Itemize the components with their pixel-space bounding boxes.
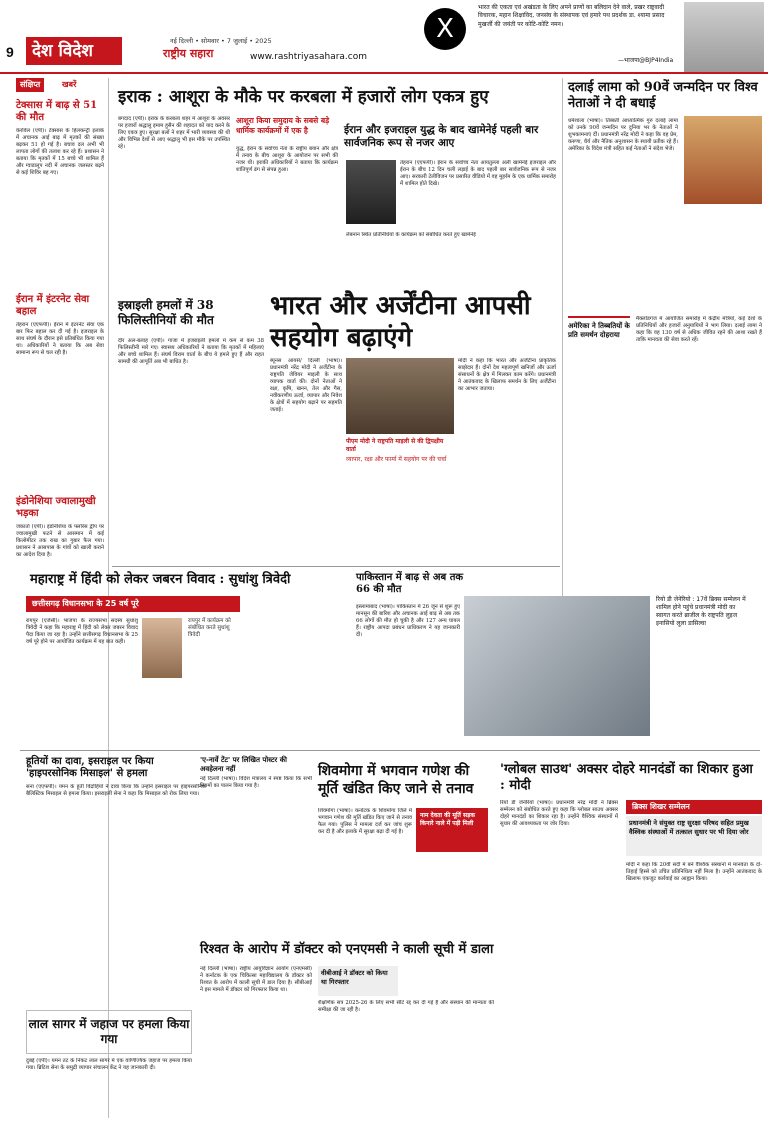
red-sea-body: दुबई (एपी)। यमन तट के निकट लाल सागर में एक वाणिज्यिक जहाज पर हमला किया गया। ब्रिटिश सेना के समुद्री व्यापार संचालन केंद्र ने यह जानकारी दी। xyxy=(26,1058,192,1071)
brief-2-title: ईरान में इंटरनेट सेवा बहाल xyxy=(16,294,90,317)
divider-lower xyxy=(20,750,760,751)
shimoga-body: शिवमोगा (भाषा)। कर्नाटक के शिवमोगा जिले में भगवान गणेश की मूर्ति खंडित किए जाने से तनाव फैल गया। पुलिस ने मामला दर्ज कर जांच शुरू कर दी है और इलाके में सुरक्षा बढ़ा दी गई है। xyxy=(318,808,412,835)
dalai-body: धर्मशाला (भाषा)। तिब्बती आध्यात्मिक गुरु दलाई लामा को उनके 90वें जन्मदिन पर दुनिया भर के नेताओं ने शुभकामनाएं दीं। प्रधानमंत्री नरेंद्र मोदी ने कहा कि वह प्रेम, करुणा, धैर्य और नैतिक अनुशासन के स्थायी प्रतीक रहे हैं। अमेरिका के विदेश मंत्री सहित कई नेताओं ने संदेश भेजे। xyxy=(568,118,678,152)
dalai-body-2: मैक्लोडगंज में आयोजित समारोह में केंद्रीय मंत्रियों, कई देशों के प्रतिनिधियों और हजारों अनुयायियों ने भाग लिया। दलाई लामा ने कहा कि वह 130 वर्ष से अधिक जीवित रहने की आशा रखते हैं ताकि मानवता की सेवा करते रहें। xyxy=(636,316,762,343)
trivedi-caption: रायपुर में कार्यक्रम को संबोधित करते सुधांशु त्रिवेदी xyxy=(188,618,231,638)
red-sea-headline: लाल सागर में जहाज पर हमला किया गया xyxy=(28,1017,190,1046)
iran-headline: ईरान और इजराइल युद्ध के बाद खामेनेई पहली बार सार्वजनिक रूप से नजर आए xyxy=(344,124,539,149)
houthi-sub-body: नई दिल्ली (भाषा)। विदेश मंत्रालय ने स्पष्ट किया कि सभी नियमों का पालन किया गया है। xyxy=(200,776,312,789)
gaza-headline: इस्राइली हमलों में 38 फिलिस्तीनियों की मौत xyxy=(118,298,214,327)
nmc-box xyxy=(318,966,398,996)
briefs-header-label2: खबरें xyxy=(62,80,77,89)
iran-body: तेहरान (एएफपी)। ईरान के सर्वोच्च नेता आयतुल्ला अली खामेनेई इजराइल और ईरान के बीच 12 दिन चली लड़ाई के बाद पहली बार सार्वजनिक रूप से नजर आए। सरकारी टेलीविजन पर प्रसारित वीडियो में वह मुहर्रम के एक धार्मिक समारोह में शामिल होते दिखे। xyxy=(400,160,556,187)
argentina-body: ब्यूनस आयर्स/ दिल्ली (भाषा)। प्रधानमंत्री नरेंद्र मोदी ने अर्जेंटीना के राष्ट्रपति जेवियर माइली के साथ व्यापक वार्ता की। दोनों नेताओं ने रक्षा, कृषि, खनन, तेल और गैस, नवीकरणीय ऊर्जा, व्यापार और निवेश के क्षेत्रों में सहयोग बढ़ाने पर सहमति जताई। xyxy=(270,358,342,413)
briefs-header-label: संक्षिप्त xyxy=(16,78,44,92)
shimoga-box xyxy=(416,808,488,852)
nmc-headline: रिश्वत के आरोप में डॉक्टर को एनएमसी ने काली सूची में डाला xyxy=(200,942,494,957)
houthi-headline: हूतियों का दावा, इसराइल पर किया 'हाइपरसोनिक मिसाइल' से हमला xyxy=(26,756,154,779)
brics-sidebar-body: मोदी ने कहा कि 20वीं सदी में बने वैश्विक संस्थानों में मानवता के दो-तिहाई हिस्से को उचित प्रतिनिधित्व नहीं मिला है। उन्होंने आतंकवाद के खिलाफ एकजुट कार्रवाई का आह्वान किया। xyxy=(626,862,762,882)
top-quote: भारत की एकता एवं अखंडता के लिए अपने प्राणों का बलिदान देने वाले, प्रखर राष्ट्रवादी विचारक, महान शिक्षाविद, जनसंघ के संस्थापक एवं हमारे पथ प्रदर्शक डा. श्यामा प्रसाद मुखर्जी की जयंती पर कोटि-कोटि नमन। xyxy=(478,4,665,28)
brics-caption: रियो डी जेनेरियो : 17वें ब्रिक्स सम्मेलन में शामिल होने पहुंचे प्रधानमंत्री मोदी का स्वागत करते ब्राजील के राष्ट्रपति लुइज इनासियो लूला डासिल्वा xyxy=(656,596,746,627)
col-rule-right xyxy=(562,78,563,618)
global-south-headline: 'ग्लोबल साउथ' अक्सर दोहरे मानदंडों का शिकार हुआ : मोदी xyxy=(500,762,753,793)
nmc-box-text: वीबीआई ने डॉक्टर को किया था गिरफ्तार xyxy=(321,969,388,986)
houthi-subheadline: 'ए-नार्वे टेंट' पर लिखित पोस्टर की अवहेलना नहीं xyxy=(200,756,287,773)
chhattisgarh-subhead: छत्तीसगढ़ विधानसभा के 25 वर्ष पूरे xyxy=(26,596,240,612)
red-sea-box xyxy=(26,1010,192,1054)
hindi-body: रायपुर (एजेंसी)। भाजपा के राज्यसभा सदस्य सुधांशु त्रिवेदी ने कहा कि महाराष्ट्र में हिंदी को लेकर जबरन विवाद पैदा किया जा रहा है। उन्होंने छत्तीसगढ़ विधानसभा के 25 वर्ष पूरे होने पर आयोजित कार्यक्रम में यह बात कही। xyxy=(26,618,138,645)
dalai-photo xyxy=(684,116,762,204)
dalai-headline: दलाई लामा को 90वें जन्मदिन पर विश्व नेताओं ने दी बधाई xyxy=(568,80,758,111)
dalai-sidebar xyxy=(568,316,630,366)
iran-caption: लेबनान स्थित प्रतिनिधियों के कार्यक्रम को संबोधित करते हुए खामेनेई xyxy=(346,232,476,238)
nmc-body-2: शैक्षणिक सत्र 2025-26 के लिए सभी सीटें रद्द कर दी गई हैं और संस्थान की मान्यता की समीक्षा की जा रही है। xyxy=(318,1000,494,1013)
brief-3-title: इंडोनेशिया ज्वालामुखी भड़का xyxy=(16,496,96,519)
pakistan-headline: पाकिस्तान में बाढ़ से अब तक 66 की मौत xyxy=(356,572,464,595)
global-south-body: रियो डी जेनेरियो (भाषा)। प्रधानमंत्री नरेंद्र मोदी ने ब्रिक्स सम्मेलन को संबोधित करते हुए कहा कि ग्लोबल साउथ अक्सर दोहरे मानदंडों का शिकार रहा है। उन्होंने वैश्विक संस्थानों में सुधार की आवश्यकता पर जोर दिया। xyxy=(500,800,618,827)
website-url[interactable]: www.rashtriyasahara.com xyxy=(250,52,368,62)
argentina-caption-2: व्यापार, रक्षा और फार्मा में सहयोग पर की चर्चा xyxy=(346,456,447,463)
trivedi-photo xyxy=(142,618,182,678)
brief-3-body: जकार्ता (एपी)। इंडोनेशिया के फ्लोरेस द्वीप पर ज्वालामुखी फटने से आसमान में कई किलोमीटर तक राख का गुबार फैल गया। प्रशासन ने आसपास के गांवों को खाली कराने का आदेश दिया है। xyxy=(16,524,104,558)
brief-2-body: तेहरान (एएफपी)। ईरान में इंटरनेट सेवा एक बार फिर बहाल कर दी गई है। इजराइल के साथ संघर्ष के दौरान इसे प्रतिबंधित किया गया था। अधिकारियों ने बताया कि अब सेवा सामान्य रूप से चल रही है। xyxy=(16,322,104,356)
quote-handle: —भाजपा@BJP4India xyxy=(618,57,674,64)
brief-1-body: केरविल (एपी)। टेक्सास के हिलकन्ट्री इलाके में अचानक आई बाढ़ में मृतकों की संख्या बढ़कर 51 हो गई है। बचाव दल अभी भी लापता लोगों की तलाश कर रहे हैं। प्रशासन ने बताया कि मृतकों में 15 बच्चे भी शामिल हैं और ग्वाडालूप नदी में अचानक जलस्तर बढ़ने से कई शिविर बह गए। xyxy=(16,128,104,176)
pakistan-body: इस्लामाबाद (भाषा)। पाकिस्तान में 26 जून से शुरू हुए मानसून की बारिश और अचानक आई बाढ़ से अब तक 66 लोगों की मौत हो चुकी है और 127 अन्य घायल हैं। राष्ट्रीय आपदा प्रबंधन प्राधिकरण ने यह जानकारी दी। xyxy=(356,604,460,638)
brics-sidebar-title: ब्रिक्स शिखर सम्मेलन xyxy=(626,800,762,814)
dalai-sidebar-text: अमेरिका ने तिब्बतियों के प्रति समर्थन दोहराया xyxy=(568,322,630,339)
argentina-headline: भारत और अर्जेंटीना आपसी सहयोग बढ़ाएंगे xyxy=(270,291,531,353)
shimoga-headline: शिवमोगा में भगवान गणेश की मूर्ति खंडित किए जाने से तनाव xyxy=(318,763,474,797)
argentina-caption: पीएम मोदी ने राष्ट्रपति माइली से की द्विपक्षीय वार्ता xyxy=(346,438,444,453)
iraq-body-2: युद्ध, ईरान के सर्वोच्च नेता के राष्ट्रीय बयान और क्षेत्र में तनाव के बीच आशूरा के आयोजन पर सभी की नजर थी। इराकी अधिकारियों ने बताया कि कार्यक्रम शांतिपूर्ण ढंग से संपन्न हुआ। xyxy=(236,146,338,173)
argentina-meeting-photo xyxy=(346,358,454,434)
brics-sidebar xyxy=(626,816,762,856)
gaza-body: दीर अल-बलाह (एपी)। गाजा में इजराइली हमलों में कम से कम 38 फिलिस्तीनी मारे गए। स्वास्थ्य अधिकारियों ने बताया कि मृतकों में महिलाएं और बच्चे शामिल हैं। संघर्ष विराम वार्ता के बीच ये हमले हुए हैं और राहत सामग्री की आपूर्ति अब भी बाधित है। xyxy=(118,338,264,365)
section-title: देश विदेश xyxy=(26,37,122,65)
x-logo-icon: X xyxy=(424,8,466,50)
masthead-divider xyxy=(0,72,768,74)
divider-mid xyxy=(112,566,560,567)
iraq-headline: इराक : आशूरा के मौके पर करबला में हजारों लोग एकत्र हुए xyxy=(118,87,489,107)
paper-logo: राष्ट्रीय सहारा xyxy=(163,47,214,60)
portrait-photo xyxy=(684,2,764,72)
page-number: 9 xyxy=(6,44,14,60)
date-line: नई दिल्ली • सोमवार • 7 जुलाई • 2025 xyxy=(170,37,272,45)
houthi-body: सना (एएफपी)। यमन के हूती विद्रोहियों ने दावा किया कि उन्होंने इसराइल पर हाइपरसोनिक बैलिस्टिक मिसाइल से हमला किया। इसराइली सेना ने कहा कि मिसाइल को रोक लिया गया। xyxy=(26,784,206,797)
brief-1-title: टेक्सास में बाढ़ से 51 की मौत xyxy=(16,100,98,123)
shimoga-box-text: नाम देवता की मूर्ति सड़क किनारे नाले में पड़ी मिली xyxy=(420,812,475,827)
iraq-body: बगदाद (एपी)। इराक के करबला शहर में आशूरा के अवसर पर हजारों श्रद्धालु इमाम हुसैन की शहादत को याद करने के लिए एकत्र हुए। सुरक्षा बलों ने शहर में भारी व्यवस्था की थी और विभिन्न देशों से आए श्रद्धालु भी इस मौके पर उपस्थित रहे। xyxy=(118,116,230,150)
brics-sidebar-subhead: प्रधानमंत्री ने संयुक्त राष्ट्र सुरक्षा परिषद सहित प्रमुख वैश्विक संस्थाओं में तत्काल सुधार पर भी दिया जोर xyxy=(629,819,749,836)
briefs-header xyxy=(16,78,104,92)
masthead xyxy=(0,0,768,72)
brics-handshake-photo xyxy=(464,596,650,736)
iraq-pull-quote: आशूरा किया समुदाय के सबसे बड़े धार्मिक कार्यक्रमों में एक है xyxy=(236,116,330,135)
argentina-body-2: मोदी ने कहा कि भारत और अर्जेंटीना प्राकृतिक साझेदार हैं। दोनों देश महत्वपूर्ण खनिजों और ऊर्जा संसाधनों के क्षेत्र में मिलकर काम करेंगे। प्रधानमंत्री ने आतंकवाद के खिलाफ समर्थन के लिए अर्जेंटीना का आभार जताया। xyxy=(458,358,556,392)
hindi-headline: महाराष्ट्र में हिंदी को लेकर जबरन विवाद : सुधांशु त्रिवेदी xyxy=(30,572,291,587)
khamenei-photo xyxy=(346,160,396,224)
nmc-body: नई दिल्ली (भाषा)। राष्ट्रीय आयुर्विज्ञान आयोग (एनएमसी) ने कर्नाटक के एक चिकित्सा महाविद्यालय के डॉक्टर को रिश्वत के आरोप में काली सूची में डाल दिया है। सीबीआई ने इस मामले में डॉक्टर को गिरफ्तार किया था। xyxy=(200,966,312,993)
